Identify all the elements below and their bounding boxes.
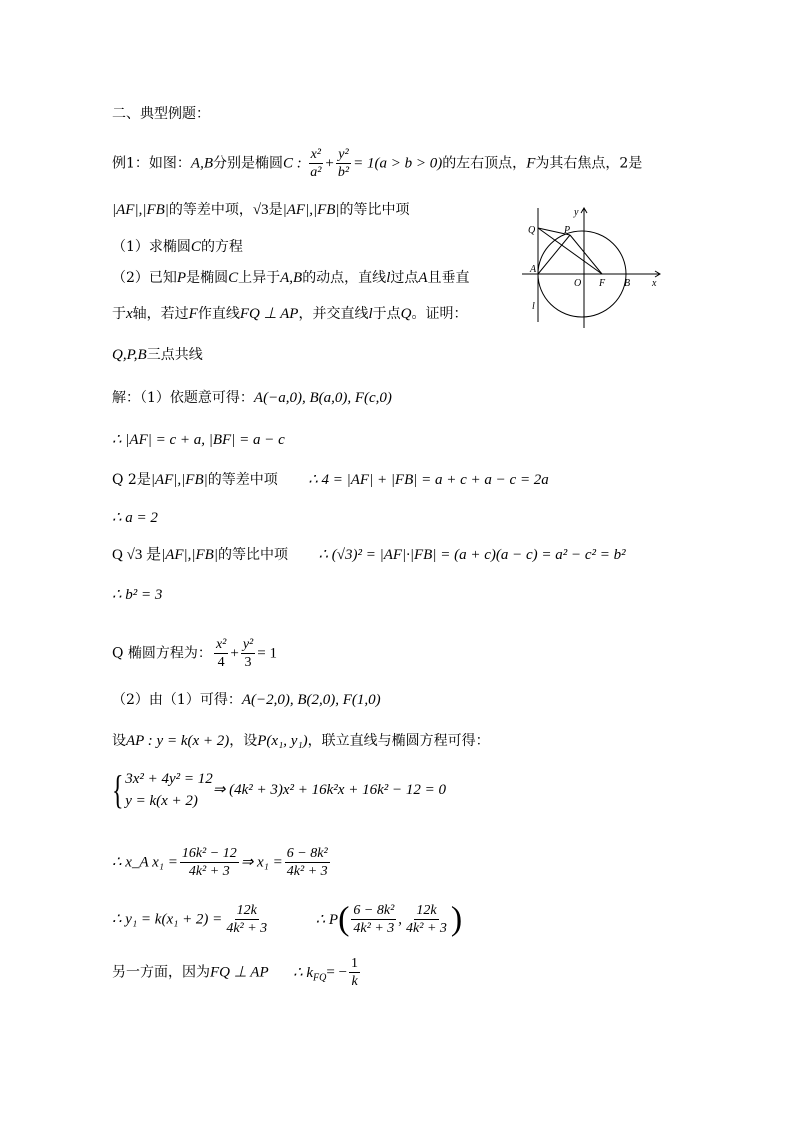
label-l: l: [532, 301, 535, 312]
math-ellipse-condition: = 1(a > b > 0): [353, 155, 443, 172]
fraction-x2-a2: $\frac{\text{x²}}{\text{a²}}$: [310, 147, 322, 180]
text: 于: [112, 306, 126, 322]
math-af-bf: ∴ |AF| = c + a, |BF| = a − c: [112, 432, 285, 448]
solution-line-11: [112, 845, 332, 880]
text: 的等比中项: [339, 202, 410, 218]
solution-line-13: [112, 955, 362, 990]
text: 的动点，直线: [302, 270, 387, 286]
fraction-b: $\frac{\text{6 − 8k²}}{\text{4k² + 3}}$: [286, 846, 328, 879]
question-2-line-3: [112, 345, 203, 365]
math-equation-2: y = k(x + 2): [125, 793, 198, 809]
math-fq-perp-ap: FQ ⊥ AP: [239, 306, 299, 322]
math-quadratic: ⇒ (4k² + 3)x² + 16k²x + 16k² − 12 = 0: [212, 782, 446, 798]
math-x: x: [126, 306, 133, 322]
text: 过点: [390, 270, 419, 286]
solution-line-7: Q 椭圆方程为： $\frac{\text{x²}}{4}$ + $\frac{\text{y²}}{3}$ = 1: [112, 637, 277, 670]
math-equals-1: = 1: [257, 645, 277, 662]
solution-line-12: ∴ y₁ = k(x₁ + 2) = $\frac{12k}{\text{4k² + 3}}$ ∴ P( $\frac{\text{6 − 8k²}}{\text{4k² + 3}}$ , $\frac{12k}{\text{4k² + 3}}$ ): [112, 900, 463, 938]
label-p: P: [564, 225, 571, 236]
text: （2）已知: [112, 270, 177, 286]
math-equals-minus: = −: [326, 964, 348, 981]
math-a: A: [418, 270, 428, 286]
text: 的等比中项: [217, 547, 288, 563]
math-fq-perp-ap: FQ ⊥ AP: [210, 964, 269, 981]
math-y1: ∴ y₁ = k(x₁ + 2) =: [112, 911, 223, 928]
example-statement-line-2: [112, 200, 410, 220]
fraction-e: $\frac{12k}{\text{4k² + 3}}$: [406, 903, 447, 936]
text: 另一方面，因为: [112, 964, 210, 981]
math-c: C: [190, 239, 201, 255]
text: Q 椭圆方程为：: [112, 645, 212, 662]
math-sqrt3: √3: [252, 202, 269, 218]
text: ，并交直线: [298, 306, 369, 322]
example-statement-line-1: 例1：如图：A,B分别是椭圆C : $\frac{\text{x²}}{\text{a²}}$ + $\frac{\text{y²}}{\text{b²}}$ = 1(a > b > 0)的左右顶点，F为其右焦点，2是: [112, 147, 643, 180]
text: 设: [112, 733, 126, 749]
math-p: ∴ P: [315, 911, 339, 928]
math-af-fb: |AF|,|FB|: [112, 202, 169, 218]
text: 的等差中项，: [168, 202, 253, 218]
text: （1）求椭圆: [112, 239, 191, 255]
fraction-x2-4: $\frac{\text{x²}}{4}$: [215, 637, 227, 670]
math-f: F: [526, 155, 536, 172]
label-b: B: [624, 278, 631, 289]
question-2-line-2: [112, 304, 467, 324]
fraction-a: $\frac{\text{16k² − 12}}{\text{4k² + 3}}$: [181, 846, 237, 879]
text: 是: [268, 202, 283, 218]
math-b2-equals-3: ∴ b² = 3: [112, 587, 163, 603]
solution-line-6: [112, 585, 162, 605]
math-p: P: [176, 270, 187, 286]
question-1: [112, 237, 243, 257]
text: Q √3 是: [112, 547, 162, 563]
math-point-p: P(x₁, y₁): [257, 733, 308, 749]
text: 作直线: [197, 306, 240, 322]
text: 于点: [372, 306, 401, 322]
text: （2）由（1）可得：: [112, 692, 242, 708]
label-f: F: [599, 278, 606, 289]
solution-line-1: [112, 388, 392, 408]
solution-line-9: [112, 731, 490, 751]
math-f: F: [188, 306, 198, 322]
text: ，设: [229, 733, 258, 749]
label-x: x: [652, 278, 657, 289]
text: 为其右焦点，2是: [535, 155, 643, 172]
text: 上异于: [238, 270, 281, 286]
math-qpb: Q,P,B: [112, 347, 147, 363]
math-af-fb: |AF|,|FB|: [150, 472, 208, 488]
ellipse-figure: [522, 202, 666, 330]
label-o: O: [574, 278, 582, 289]
fraction-d: $\frac{\text{6 − 8k²}}{\text{4k² + 3}}$: [353, 903, 395, 936]
math-c: C :: [283, 155, 302, 172]
fraction-y2-3: $\frac{\text{y²}}{3}$: [242, 637, 254, 670]
text: 的左右顶点，: [442, 155, 527, 172]
solution-line-2: [112, 430, 285, 450]
section-title: 二、典型例题：: [112, 106, 210, 122]
math-derivation: ∴ 4 = |AF| + |FB| = a + c + a − c = 2a: [308, 472, 549, 488]
math-a-equals-2: ∴ a = 2: [112, 510, 158, 526]
solution-system: [112, 768, 446, 814]
example-label: 例1：如图：: [112, 155, 191, 172]
math-c: C: [228, 270, 239, 286]
fraction-y2-b2: $\frac{\text{y²}}{\text{b²}}$: [337, 147, 350, 180]
math-product: ∴ x_A x₁ =: [112, 854, 178, 871]
math-slope-subscript: FQ: [313, 972, 327, 984]
math-implies-x1: ⇒ x₁ =: [240, 854, 283, 871]
label-y: y: [574, 207, 579, 218]
math-points: A(−2,0), B(2,0), F(1,0): [241, 692, 381, 708]
text: 分别是椭圆: [213, 155, 283, 172]
text: ，联立直线与椭圆方程可得：: [307, 733, 490, 749]
math-l: l: [368, 306, 373, 322]
math-af-fb: |AF|,|FB|: [282, 202, 340, 218]
math-points: A(−a,0), B(a,0), F(c,0): [253, 390, 392, 406]
math-slope: ∴ k: [293, 964, 314, 981]
left-brace: {: [112, 767, 124, 812]
solution-line-4: [112, 508, 158, 528]
text: 是椭圆: [186, 270, 229, 286]
math-ab: A,B: [190, 155, 213, 172]
math-af-fb: |AF|,|FB|: [161, 547, 218, 563]
text: 三点共线: [146, 347, 203, 363]
math-line-ap: AP : y = k(x + 2): [126, 733, 230, 749]
text: 轴，若过: [132, 306, 189, 322]
fraction-f: $\frac{1}{k}$: [351, 956, 359, 989]
text: 的等差中项: [207, 472, 278, 488]
math-l: l: [386, 270, 391, 286]
text: 解：（1）依题意可得：: [112, 390, 254, 406]
label-q: Q: [528, 225, 536, 236]
text: 。证明：: [411, 306, 468, 322]
solution-line-8: [112, 690, 381, 710]
fraction-c: $\frac{12k}{\text{4k² + 3}}$: [226, 903, 268, 936]
math-q: Q: [400, 306, 412, 322]
math-ab: A,B: [280, 270, 303, 286]
question-2-line-1: [112, 268, 470, 288]
solution-line-3: [112, 470, 549, 490]
text: 且垂直: [427, 270, 470, 286]
math-equation-1: 3x² + 4y² = 12: [125, 771, 213, 787]
text: 的方程: [200, 239, 243, 255]
label-a: A: [530, 264, 537, 275]
text: Q 2是: [112, 472, 151, 488]
right-paren: ): [450, 900, 463, 938]
math-derivation: ∴ (√3)² = |AF|·|FB| = (a + c)(a − c) = a² − c² = b²: [318, 547, 626, 563]
left-paren: (: [338, 900, 350, 938]
solution-line-5: [112, 545, 626, 565]
